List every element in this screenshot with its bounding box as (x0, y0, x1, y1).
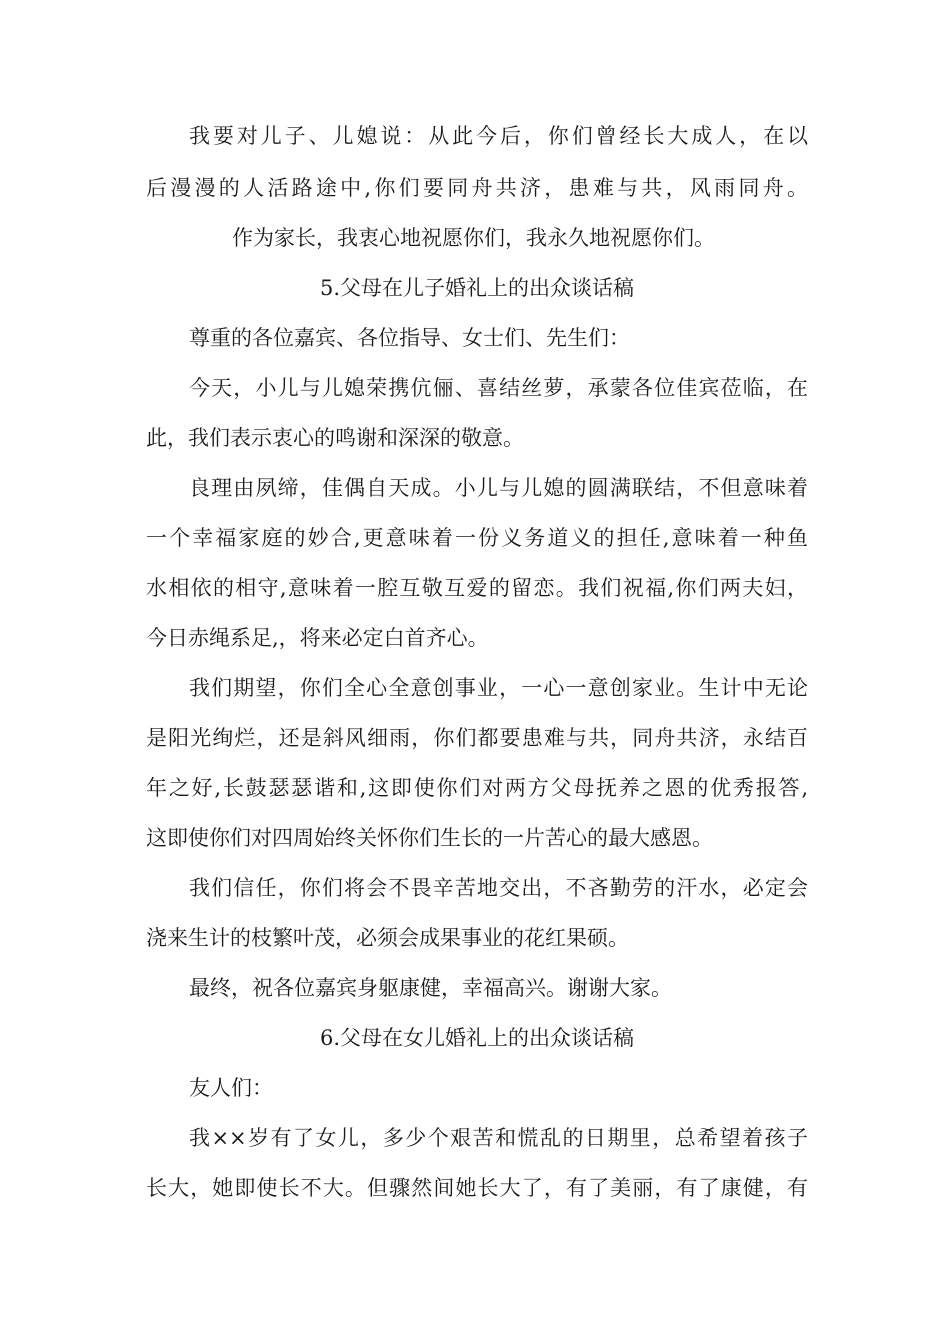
paragraph-line: 我们信任，你们将会不畏辛苦地交出，不吝勤劳的汗水，必定会 (189, 876, 808, 900)
section-heading: 6.父母在女儿婚礼上的出众谈话稿 (319, 1026, 635, 1050)
paragraph-line: 今天，小儿与儿媳荣携伉俪、喜结丝萝，承蒙各位佳宾莅临，在 (189, 376, 808, 400)
paragraph-line: 良理由夙缔，佳偶自天成。小儿与儿媳的圆满联结，不但意味着 (189, 476, 808, 500)
paragraph-line: 是阳光绚烂，还是斜风细雨，你们都要患难与共，同舟共济，永结百 (146, 726, 808, 750)
paragraph-line: 作为家长，我衷心地祝愿你们，我永久地祝愿你们。 (232, 226, 715, 250)
paragraph-line: 一个幸福家庭的妙合,更意味着一份义务道义的担任,意味着一种鱼 (146, 526, 808, 550)
paragraph-line: 后漫漫的人活路途中,你们要同舟共济，患难与共，风雨同舟。 (146, 176, 808, 200)
paragraph-line: 我们期望，你们全心全意创事业，一心一意创家业。生计中无论 (189, 676, 808, 700)
paragraph-line: 尊重的各位嘉宾、各位指导、女士们、先生们： (189, 326, 630, 350)
paragraph-line: 这即使你们对四周始终关怀你们生长的一片苦心的最大感恩。 (146, 826, 713, 850)
paragraph-line: 友人们： (189, 1076, 273, 1100)
paragraph-line: 今日赤绳系足,，将来必定白首齐心。 (146, 626, 489, 650)
paragraph-line: 浇来生计的枝繁叶茂，必须会成果事业的花红果硕。 (146, 926, 629, 950)
paragraph-line: 最终，祝各位嘉宾身躯康健，幸福高兴。谢谢大家。 (189, 976, 672, 1000)
paragraph-line: 我要对儿子、儿媳说：从此今后，你们曾经长大成人，在以 (189, 124, 808, 148)
paragraph-line: 我××岁有了女儿，多少个艰苦和慌乱的日期里，总希望着孩子 (189, 1126, 808, 1150)
paragraph-line: 此，我们表示衷心的鸣谢和深深的敬意。 (146, 426, 524, 450)
paragraph-line: 年之好,长鼓瑟瑟谐和,这即使你们对两方父母抚养之恩的优秀报答, (146, 776, 808, 800)
section-heading: 5.父母在儿子婚礼上的出众谈话稿 (319, 276, 635, 300)
paragraph-line: 水相依的相守,意味着一腔互敬互爱的留恋。我们祝福,你们两夫妇， (146, 576, 808, 600)
paragraph-line: 长大，她即使长不大。但骤然间她长大了，有了美丽，有了康健，有 (146, 1176, 808, 1200)
